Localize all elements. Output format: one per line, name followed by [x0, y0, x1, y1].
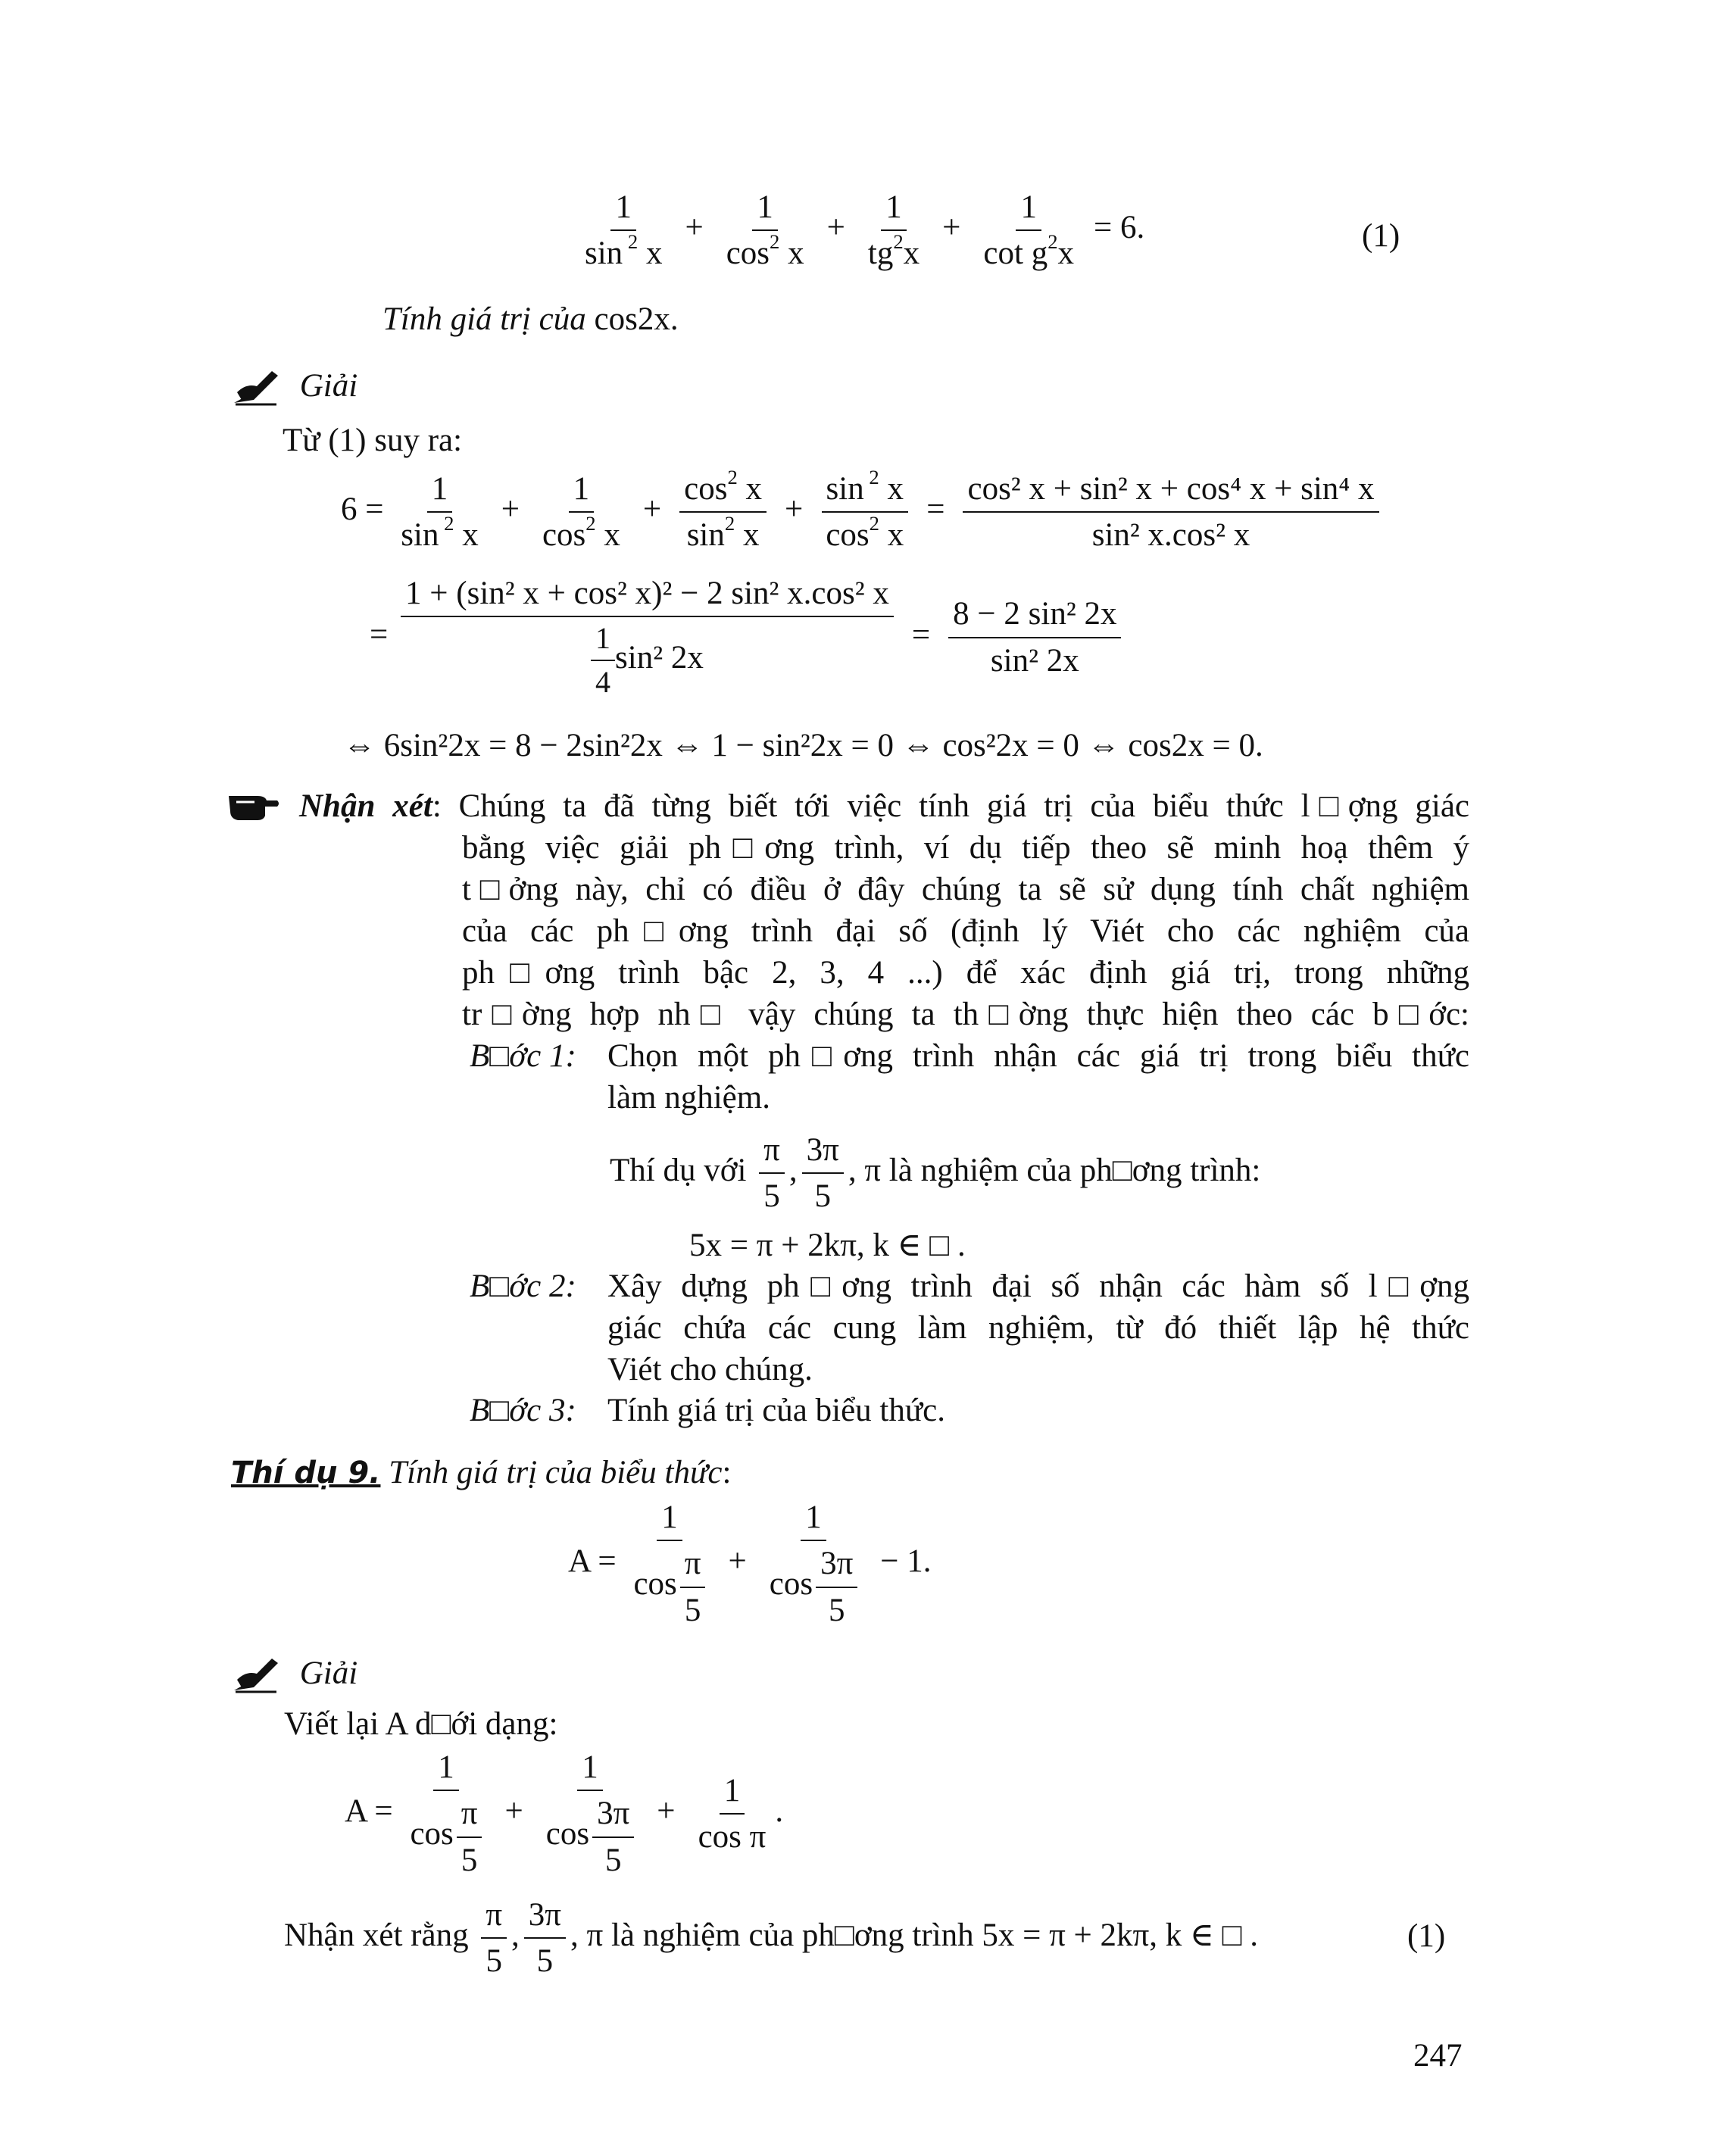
solution-2-intro: Viết lại A d□ới dạng: [284, 1706, 558, 1742]
derivation-line-2: = 1 + (sin² x + cos² x)² − 2 sin² x.cos² x $\frac{1}{4}$ sin² 2x = $\frac{\text{8 − 2 sin² 2x}}{\text{sin² 2x}}$ [370, 576, 1126, 699]
pointing-hand-icon [227, 785, 280, 823]
fraction-1-over-cotg2x: $\frac{1}{\cot g^2x}$ [983, 189, 1075, 272]
page-number: 247 [1413, 2038, 1463, 2074]
step-line: giác chứa các cung làm nghiệm, từ đó thiết lập hệ thức [607, 1310, 1469, 1346]
solution-heading-2: Giải [231, 1653, 358, 1695]
remark-line: Nhận xét: Chúng ta đã từng biết tới việc tính giá trị của biểu thức l□ợng giác [299, 788, 1470, 824]
fraction-combined: $\frac{\text{cos² x + sin² x + cos⁴ x + sin⁴ x}}{\text{sin² x.cos² x}}$ [963, 471, 1378, 554]
remark-line: ph□ơng trình bậc 2, 3, 4 ...) để xác định giá trị, trong những [462, 955, 1469, 991]
step-1-label: B□ớc 1: [470, 1038, 576, 1074]
step-1-example: Thí dụ với $\frac{\pi}{5}$ , $\frac{3\pi}{5}$ , π là nghiệm của ph□ơng trình: [610, 1132, 1261, 1215]
step-3-label: B□ớc 3: [470, 1393, 576, 1428]
step-3-text: Tính giá trị của biểu thức. [607, 1393, 945, 1428]
example-9-heading: Thí dụ 9. Tính giá trị của biểu thức: [231, 1455, 732, 1490]
fraction-sin2x-over-cos2x: $\frac{\sin ^2 x}{\cos^2 x}$ [821, 471, 908, 554]
fraction-3pi-over-5: $\frac{3\pi}{5}$ [802, 1132, 844, 1215]
fraction-result: $\frac{\text{8 − 2 sin² 2x}}{\text{sin² 2x}}$ [948, 596, 1121, 679]
fraction-1-over-cos2x: $\frac{1}{\cos^2 x}$ [542, 471, 620, 554]
remark-line: tr□ờng hợp nh□ vậy chúng ta th□ờng thực hiện theo các b□ớc: [462, 997, 1469, 1032]
fraction-1-over-cos-pi5: 1 cos $\frac{\pi}{5}$ [629, 1499, 710, 1628]
step-line: làm nghiệm. [607, 1080, 770, 1116]
fraction-1-over-cos2x: $\frac{1}{\cos^2 x}$ [726, 189, 804, 272]
solution-heading: Giải [231, 366, 358, 407]
step-line: Viét cho chúng. [607, 1352, 813, 1387]
solution-2-expression: A = 1 cos $\frac{\pi}{5}$ + 1 cos $\frac{3\pi}{5}$ + $\frac{1}{\text{cos π}}$ . [345, 1749, 784, 1878]
fraction-1-over-cos-3pi5: 1 cos $\frac{3\pi}{5}$ [542, 1749, 639, 1878]
step-1-text [607, 1035, 1469, 1119]
derivation-line-1: 6 = $\frac{1}{\sin ^2 x}$ + $\frac{1}{\cos^2 x}$ + $\frac{\cos^2 x}{\sin^2 x}$ + $\frac{\sin ^2 x}{\cos^2 x}$ = $\frac{\text{cos² x + sin² x + cos⁴ x + sin⁴ x}}{\text{sin² x.cos² x}}$ [341, 471, 1384, 554]
remark-line: của các ph□ơng trình đại số (định lý Viét cho các nghiệm của [462, 913, 1469, 949]
question-text: Tính giá trị của cos2x. [382, 301, 679, 337]
remark-heading [227, 782, 288, 823]
remark-line: t□ởng này, chỉ có điều ở đây chúng ta sẽ sử dụng tính chất nghiệm [462, 872, 1469, 907]
fraction-1-over-cos-pi5: 1 cos $\frac{\pi}{5}$ [405, 1749, 486, 1878]
fraction-identity: 1 + (sin² x + cos² x)² − 2 sin² x.cos² x $\frac{1}{4}$ sin² 2x [401, 576, 894, 699]
remark-paragraph-cont [462, 827, 1469, 1035]
top-equation: $\frac{1}{\sin ^2 x}$ + $\frac{1}{\cos^2 x}$ + $\frac{1}{tg^2x}$ + $\frac{1}{\cot g^2x}$ = 6. [576, 189, 1144, 272]
step-2-label: B□ớc 2: [470, 1269, 576, 1304]
writing-hand-icon [231, 1657, 284, 1695]
remark-line: bằng việc giải ph□ơng trình, ví dụ tiếp theo sẽ minh hoạ thêm ý [462, 830, 1469, 866]
fraction-1-over-cos-3pi5: 1 cos $\frac{3\pi}{5}$ [765, 1499, 863, 1628]
fraction-3pi-over-5: $\frac{3\pi}{5}$ [524, 1897, 566, 1980]
solution-2-note: Nhận xét rằng $\frac{\pi}{5}$ , $\frac{3\pi}{5}$ , π là nghiệm của ph□ơng trình 5x = π + 2kπ, k ∈ □ . [284, 1897, 1259, 1980]
step-2-text [607, 1265, 1469, 1390]
example-9-expression: A = 1 cos $\frac{\pi}{5}$ + 1 cos $\frac{3\pi}{5}$ − 1. [568, 1499, 932, 1628]
fraction-1-over-cos-pi: $\frac{1}{\text{cos π}}$ [698, 1772, 767, 1855]
step-line: Xây dựng ph□ơng trình đại số nhận các hàm số l□ợng [607, 1269, 1469, 1304]
remark-paragraph [299, 785, 1469, 827]
fraction-1-over-tg2x: $\frac{1}{tg^2x}$ [867, 189, 920, 272]
note-label: (1) [1407, 1918, 1446, 1954]
step-line: Chọn một ph□ơng trình nhận các giá trị trong biểu thức [607, 1038, 1469, 1074]
writing-hand-icon [231, 370, 284, 407]
step-1-equation: 5x = π + 2kπ, k ∈ □ . [689, 1228, 966, 1263]
derivation-conclusion: ⇔ 6sin²2x = 8 − 2sin²2x ⇔ 1 − sin²2x = 0 ⇔ cos²2x = 0 ⇔ cos2x = 0. [343, 728, 1263, 763]
solution-intro: Từ (1) suy ra: [283, 423, 463, 458]
fraction-cos2x-over-sin2x: $\frac{\cos^2 x}{\sin^2 x}$ [679, 471, 767, 554]
fraction-pi-over-5: $\frac{\pi}{5}$ [759, 1132, 785, 1215]
fraction-pi-over-5: $\frac{\pi}{5}$ [481, 1897, 507, 1980]
fraction-1-over-sin2x: $\frac{1}{\sin ^2 x}$ [401, 471, 479, 554]
fraction-1-over-sin2x: $\frac{1}{\sin ^2 x}$ [585, 189, 663, 272]
equation-label: (1) [1362, 218, 1400, 254]
